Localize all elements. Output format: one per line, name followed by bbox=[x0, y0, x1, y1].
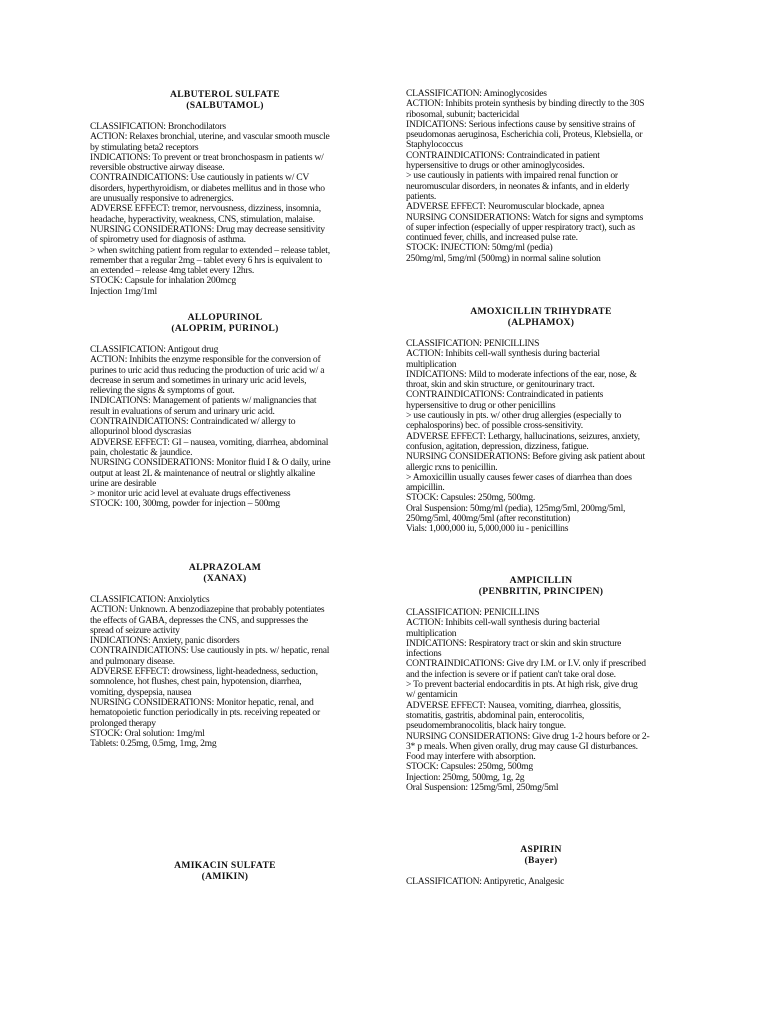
adverse-effect-line: ADVERSE EFFECT: Neuromuscular blockade, apnea bbox=[406, 201, 604, 213]
drug-section-ampicillin bbox=[406, 575, 676, 793]
nursing-considerations-line: NURSING CONSIDERATIONS: Monitor fluid I & O daily, urine bbox=[90, 457, 331, 469]
classification-line: CLASSIFICATION: Aminoglycosides bbox=[406, 88, 547, 99]
adverse-effect-line: ADVERSE EFFECT: GI – nausea, vomiting, diarrhea, abdominal bbox=[90, 436, 329, 448]
text-line: continued fever, chills, and increased pulse rate. bbox=[406, 232, 578, 244]
text-line: patients. bbox=[406, 190, 436, 202]
nursing-considerations-line: NURSING CONSIDERATIONS: Watch for signs and symptoms bbox=[406, 211, 644, 223]
nursing-considerations-line: NURSING CONSIDERATIONS: Before giving ask patient about bbox=[406, 451, 645, 463]
drug-name: ALBUTEROL SULFATE bbox=[169, 89, 281, 100]
drug-brand: (Bayer) bbox=[524, 855, 558, 866]
text-line: vomiting, dyspepsia, nausea bbox=[90, 686, 192, 698]
drug-brand: (ALOPRIM, PURINOL) bbox=[171, 323, 279, 334]
indications-line: INDICATIONS: To prevent or treat bronchospasm in patients w/ bbox=[90, 151, 324, 163]
action-line: ACTION: Inhibits protein synthesis by binding directly to the 30S bbox=[406, 98, 645, 110]
text-line: Tablets: 0.25mg, 0.5mg, 1mg, 2mg bbox=[90, 738, 217, 750]
stock-line: STOCK: Oral solution: 1mg/ml bbox=[90, 727, 205, 739]
indications-line: INDICATIONS: Management of patients w/ malignancies that bbox=[90, 395, 317, 407]
drug-name: ALPRAZOLAM bbox=[188, 562, 262, 573]
text-line: disorders, hyperthyroidism, or diabetes mellitus and in those who bbox=[90, 182, 325, 194]
classification-line: CLASSIFICATION: PENICILLINS bbox=[406, 607, 540, 618]
text-line: multiplication bbox=[406, 358, 457, 370]
drug-name: ALLOPURINOL bbox=[187, 312, 263, 323]
text-line: 3* p meals. When given orally, drug may cause GI disturbances. bbox=[406, 740, 638, 752]
text-line: spread of seizure activity bbox=[90, 624, 180, 636]
classification-line: CLASSIFICATION: Antigout drug bbox=[90, 344, 219, 355]
text-line: Oral Suspension: 50mg/ml (pedia), 125mg/5ml, 200mg/5ml, bbox=[406, 502, 626, 514]
text-line: remember that a regular 2mg – tablet every 6 hrs is equivalent to bbox=[90, 254, 323, 266]
drug-name: AMIKACIN SULFATE bbox=[174, 860, 276, 871]
text-line: pseudomonas aeruginosa, Escherichia coli, Proteus, Klebsiella, or bbox=[406, 129, 643, 141]
contraindications-line: CONTRAINDICATIONS: Use cautiously in pts. w/ hepatic, renal bbox=[90, 645, 330, 657]
text-line: of super infection (especially of upper respiratory tract), such as bbox=[406, 221, 635, 233]
contraindications-line: CONTRAINDICATIONS: Give dry I.M. or I.V. only if prescribed bbox=[406, 658, 646, 670]
nursing-considerations-line: NURSING CONSIDERATIONS: Monitor hepatic, renal, and bbox=[90, 696, 314, 708]
drug-section-allopurinol bbox=[90, 312, 360, 510]
drug-section-aspirin bbox=[406, 844, 676, 887]
text-line: Injection: 250mg, 500mg, 1g, 2g bbox=[406, 771, 525, 783]
indications-line: INDICATIONS: Respiratory tract or skin and skin structure bbox=[406, 637, 622, 649]
text-line: headache, hyperactivity, weakness, CNS, stimulation, malaise. bbox=[90, 213, 315, 225]
adverse-effect-line: ADVERSE EFFECT: drowsiness, light-headedness, seduction, bbox=[90, 666, 318, 678]
adverse-effect-line: ADVERSE EFFECT: Nausea, vomiting, diarrhea, glossitis, bbox=[406, 699, 621, 711]
drug-name: AMPICILLIN bbox=[509, 575, 573, 586]
classification-line: CLASSIFICATION: Bronchodilators bbox=[90, 121, 226, 132]
action-line: ACTION: Unknown. A benzodiazepine that probably potentiates bbox=[90, 604, 325, 616]
nursing-considerations-line: NURSING CONSIDERATIONS: Drug may decrease sensitivity bbox=[90, 223, 325, 235]
text-line: result in evaluations of serum and urinary uric acid. bbox=[90, 405, 275, 417]
action-line: ACTION: Inhibits cell-wall synthesis during bacterial bbox=[406, 348, 600, 360]
text-line: hypersensitive to drug or other penicillins bbox=[406, 399, 556, 411]
nursing-considerations-line: NURSING CONSIDERATIONS: Give drug 1-2 hours before or 2- bbox=[406, 730, 650, 742]
text-line: w/ gentamicin bbox=[406, 689, 458, 701]
text-line: infections bbox=[406, 648, 442, 660]
drug-section-alprazolam bbox=[90, 562, 360, 749]
text-line: > To prevent bacterial endocarditis in pts. At high risk, give drug bbox=[406, 679, 638, 691]
action-line: ACTION: Inhibits the enzyme responsible for the conversion of bbox=[90, 354, 321, 366]
text-line: and pulmonary disease. bbox=[90, 655, 175, 667]
action-line: ACTION: Inhibits cell-wall synthesis during bacterial bbox=[406, 617, 600, 629]
indications-line: INDICATIONS: Anxiety, panic disorders bbox=[90, 635, 240, 647]
drug-brand: (PENBRITIN, PRINCIPEN) bbox=[478, 586, 604, 597]
text-line: > when switching patient from regular to extended – release tablet, bbox=[90, 244, 330, 256]
text-line: 250mg/5ml, 400mg/5ml (after reconstitution) bbox=[406, 513, 571, 525]
text-line: output at least 2L & maintenance of neutral or slightly alkaline bbox=[90, 467, 316, 479]
text-line: Injection 1mg/1ml bbox=[90, 285, 157, 297]
stock-line: STOCK: Capsules: 250mg, 500mg bbox=[406, 761, 533, 773]
contraindications-line: CONTRAINDICATIONS: Contraindicated in patient bbox=[406, 149, 600, 161]
text-line: purines to uric acid thus reducing the production of uric acid w/ a bbox=[90, 364, 325, 376]
drug-section-amikacin bbox=[90, 860, 360, 882]
indications-line: INDICATIONS: Mild to moderate infections of the ear, nose, & bbox=[406, 368, 637, 380]
text-line: allergic rxns to penicillin. bbox=[406, 461, 498, 473]
drug-section-albuterol bbox=[90, 89, 360, 297]
text-line: multiplication bbox=[406, 627, 457, 639]
drug-brand: (ALPHAMOX) bbox=[507, 317, 575, 328]
text-line: somnolence, hot flushes, chest pain, hypotension, diarrhea, bbox=[90, 676, 302, 688]
stock-line: STOCK: Capsule for inhalation 200mcg bbox=[90, 275, 236, 287]
stock-line: STOCK: 100, 300mg, powder for injection – 500mg bbox=[90, 498, 280, 510]
text-line: Staphylococcus bbox=[406, 139, 463, 151]
drug-brand: (AMIKIN) bbox=[201, 871, 249, 882]
text-line: Vials: 1,000,000 iu, 5,000,000 iu - penicillins bbox=[406, 523, 569, 535]
text-line: stomatitis, gastritis, abdominal pain, enterocolitis, bbox=[406, 709, 585, 721]
drug-brand: (XANAX) bbox=[203, 573, 247, 584]
text-line: urine are desirable bbox=[90, 477, 157, 489]
classification-line: CLASSIFICATION: Anxiolytics bbox=[90, 594, 210, 605]
contraindications-line: CONTRAINDICATIONS: Contraindicated in patients bbox=[406, 389, 604, 401]
text-line: prolonged therapy bbox=[90, 717, 156, 729]
text-line: pseudomembranocolitis, black hairy tongue. bbox=[406, 720, 566, 732]
text-line: are unusually responsive to adrenergics. bbox=[90, 193, 234, 205]
stock-line: STOCK: Capsules: 250mg, 500mg. bbox=[406, 492, 536, 504]
text-line: neuromuscular disorders, in neonates & infants, and in elderly bbox=[406, 180, 630, 192]
text-line: Oral Suspension: 125mg/5ml, 250mg/5ml bbox=[406, 782, 559, 794]
drug-name: ASPIRIN bbox=[520, 844, 562, 855]
text-line: > monitor uric acid level at evaluate drugs effectiveness bbox=[90, 488, 291, 500]
text-line: ampicillin. bbox=[406, 482, 445, 494]
text-line: hypersensitive to drugs or other aminoglycosides. bbox=[406, 160, 585, 172]
text-line: cephalosporins) bec. of possible cross-sensitivity. bbox=[406, 420, 583, 432]
text-line: hematopoietic function periodically in pts. receiving repeated or bbox=[90, 707, 320, 719]
stock-line: STOCK: INJECTION: 50mg/ml (pedia) bbox=[406, 242, 553, 254]
drug-section-amikacin-continued bbox=[406, 89, 676, 264]
drug-section-amoxicillin bbox=[406, 306, 676, 535]
text-line: of spirometry used for diagnosis of asthma. bbox=[90, 234, 246, 246]
text-line: Food may interfere with absorption. bbox=[406, 751, 536, 763]
text-line: throat, skin and skin structure, or genitourinary tract. bbox=[406, 379, 595, 391]
text-line: reversible obstructive airway disease. bbox=[90, 162, 225, 174]
contraindications-line: CONTRAINDICATIONS: Contraindicated w/ allergy to bbox=[90, 416, 296, 428]
text-line: pain, cholestatic & jaundice. bbox=[90, 446, 193, 458]
text-line: the effects of GABA, depresses the CNS, and suppresses the bbox=[90, 614, 308, 626]
text-line: confusion, agitation, depression, dizziness, fatigue. bbox=[406, 440, 589, 452]
text-line: 250mg/ml, 5mg/ml (500mg) in normal saline solution bbox=[406, 252, 601, 264]
text-line: by stimulating beta2 receptors bbox=[90, 141, 199, 153]
action-line: ACTION: Relaxes bronchial, uterine, and vascular smooth muscle bbox=[90, 131, 330, 143]
text-line: an extended – release 4mg tablet every 12hrs. bbox=[90, 265, 255, 277]
text-line: > use cautiously in patients with impaired renal function or bbox=[406, 170, 618, 182]
indications-line: INDICATIONS: Serious infections cause by sensitive strains of bbox=[406, 118, 636, 130]
drug-name: AMOXICILLIN TRIHYDRATE bbox=[470, 306, 612, 317]
classification-line: CLASSIFICATION: PENICILLINS bbox=[406, 338, 540, 349]
text-line: relieving the signs & symptoms of gout. bbox=[90, 385, 235, 397]
text-line: allopurinol blood dyscrasias bbox=[90, 426, 192, 438]
text-line: decrease in serum and sometimes in urinary uric acid levels, bbox=[90, 374, 307, 386]
contraindications-line: CONTRAINDICATIONS: Use cautiously in patients w/ CV bbox=[90, 172, 310, 184]
classification-line: CLASSIFICATION: Antipyretic, Analgesic bbox=[406, 876, 565, 887]
drug-brand: (SALBUTAMOL) bbox=[186, 100, 264, 111]
text-line: ribosomal, subunit; bactericidal bbox=[406, 108, 520, 120]
adverse-effect-line: ADVERSE EFFECT: tremor, nervousness, dizziness, insomnia, bbox=[90, 203, 321, 215]
text-line: > use cautiously in pts. w/ other drug allergies (especially to bbox=[406, 410, 622, 422]
text-line: and the infection is severe or if patient can't take oral dose. bbox=[406, 668, 616, 680]
adverse-effect-line: ADVERSE EFFECT: Lethargy, hallucinations, seizures, anxiety, bbox=[406, 430, 640, 442]
text-line: > Amoxicillin usually causes fewer cases of diarrhea than does bbox=[406, 471, 632, 483]
